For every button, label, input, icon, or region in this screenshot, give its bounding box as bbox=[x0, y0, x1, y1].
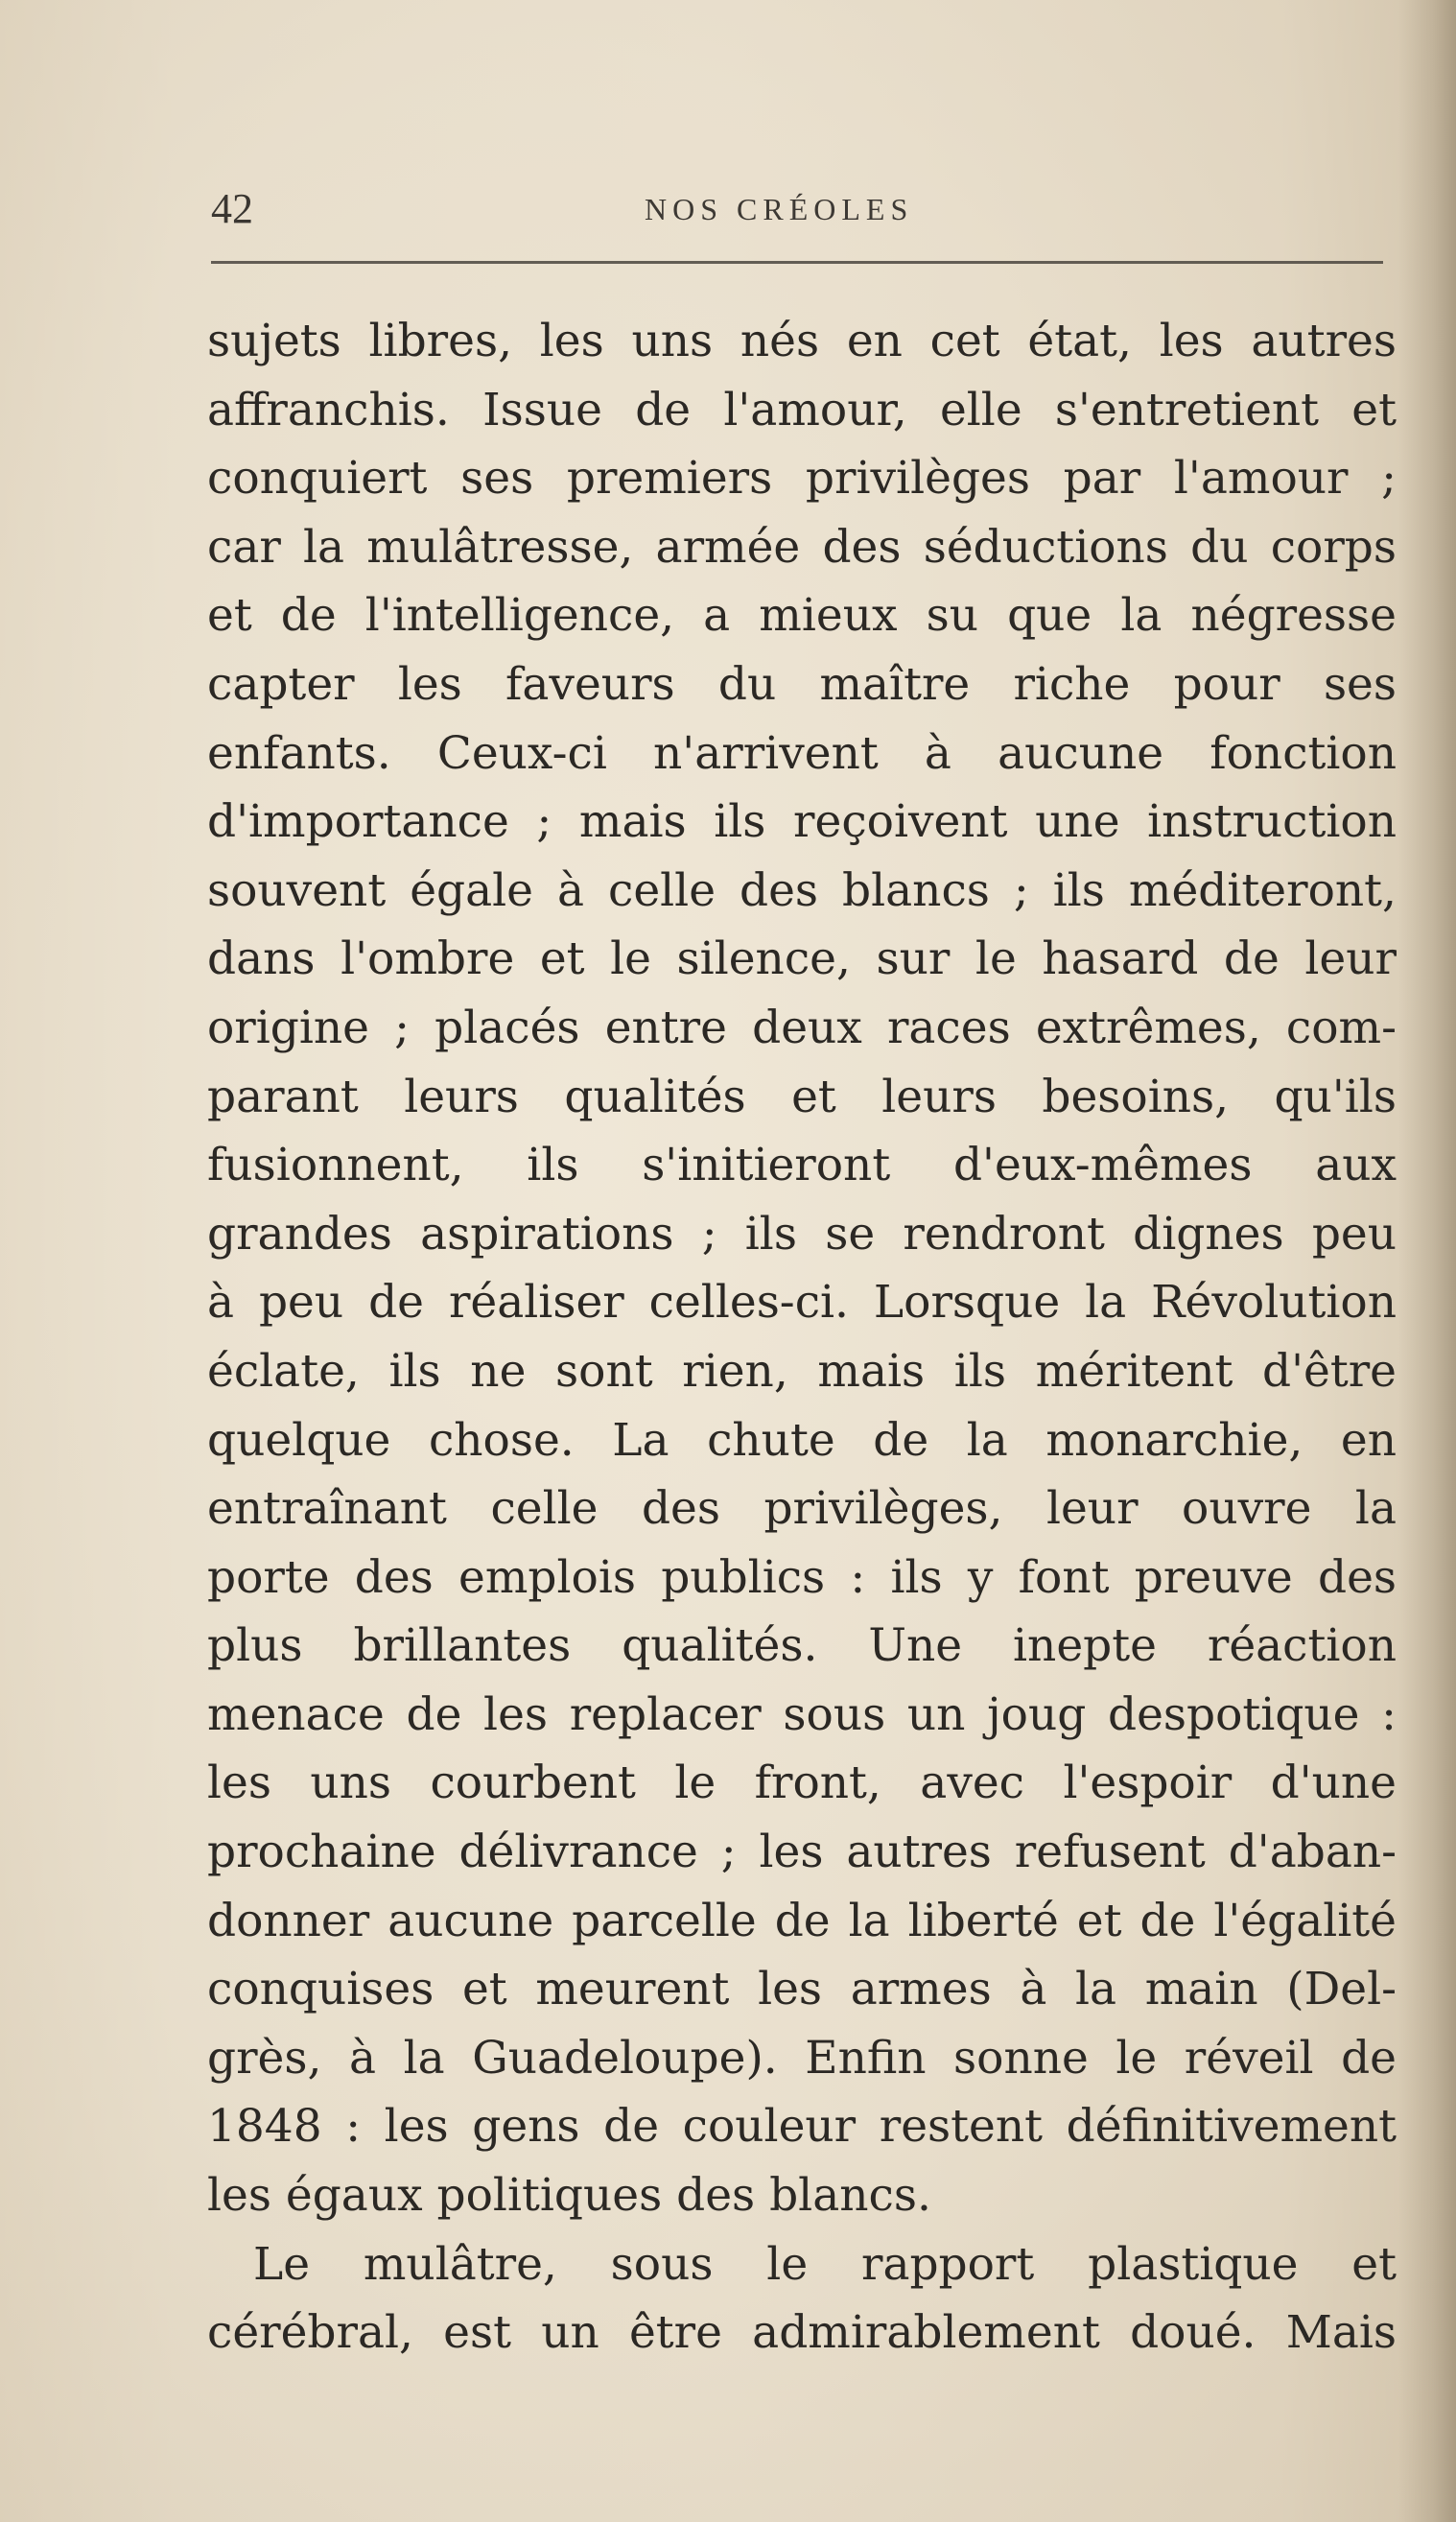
text-line: donner aucune parcelle de la liberté et de l'égalité bbox=[207, 1894, 1397, 1947]
text-line: souvent égale à celle des blancs ; ils méditeront, bbox=[207, 863, 1397, 917]
text-line: enfants. Ceux-ci n'arrivent à aucune fonction bbox=[207, 726, 1397, 780]
text-line: d'importance ; mais ils reçoivent une instruction bbox=[207, 795, 1397, 849]
text-line: prochaine délivrance ; les autres refusent d'aban- bbox=[207, 1826, 1397, 1879]
header-rule bbox=[211, 261, 1383, 264]
text-line: 1848 : les gens de couleur restent définitivement bbox=[207, 2100, 1397, 2154]
text-line: sujets libres, les uns nés en cet état, les autres bbox=[207, 315, 1397, 367]
text-line: car la mulâtresse, armée des séductions du corps bbox=[207, 520, 1397, 574]
text-line: fusionnent, ils s'initieront d'eux-mêmes aux bbox=[207, 1139, 1397, 1192]
text-line: entraînant celle des privilèges, leur ouvre la bbox=[207, 1482, 1397, 1536]
text-line: affranchis. Issue de l'amour, elle s'entretient et bbox=[207, 383, 1397, 436]
text-line: conquiert ses premiers privilèges par l'amour ; bbox=[207, 452, 1397, 506]
text-line: les uns courbent le front, avec l'espoir d'une bbox=[207, 1756, 1397, 1810]
text-line: origine ; placés entre deux races extrêmes, com- bbox=[207, 1001, 1397, 1054]
text-line: Le mulâtre, sous le rapport plastique et bbox=[253, 2237, 1397, 2291]
text-line: parant leurs qualités et leurs besoins, qu'ils bbox=[207, 1070, 1397, 1123]
text-line: et de l'intelligence, a mieux su que la négresse bbox=[207, 589, 1397, 643]
text-line: dans l'ombre et le silence, sur le hasard de leur bbox=[207, 932, 1397, 986]
text-line: quelque chose. La chute de la monarchie, en bbox=[207, 1413, 1397, 1467]
body-text bbox=[207, 307, 1397, 2368]
page-number: 42 bbox=[211, 185, 253, 232]
page-edge-shadow bbox=[1398, 0, 1456, 2522]
text-line: porte des emplois publics : ils y font preuve des bbox=[207, 1550, 1397, 1604]
text-line: menace de les replacer sous un joug despotique : bbox=[207, 1687, 1397, 1741]
text-line: cérébral, est un être admirablement doué. Mais bbox=[207, 2306, 1397, 2360]
text-line: éclate, ils ne sont rien, mais ils méritent d'être bbox=[207, 1344, 1397, 1398]
text-line: plus brillantes qualités. Une inepte réaction bbox=[207, 1619, 1397, 1673]
text-line: conquises et meurent les armes à la main (Del- bbox=[207, 1963, 1397, 2016]
running-title: NOS CRÉOLES bbox=[645, 192, 914, 226]
text-line: grès, à la Guadeloupe). Enfin sonne le réveil de bbox=[207, 2031, 1397, 2085]
page-header bbox=[207, 180, 1385, 238]
text-line: les égaux politiques des blancs. bbox=[207, 2169, 931, 2223]
text-line: grandes aspirations ; ils se rendront dignes peu bbox=[207, 1207, 1397, 1261]
text-line: capter les faveurs du maître riche pour ses bbox=[207, 657, 1397, 711]
text-line: à peu de réaliser celles-ci. Lorsque la Révolution bbox=[207, 1276, 1397, 1330]
